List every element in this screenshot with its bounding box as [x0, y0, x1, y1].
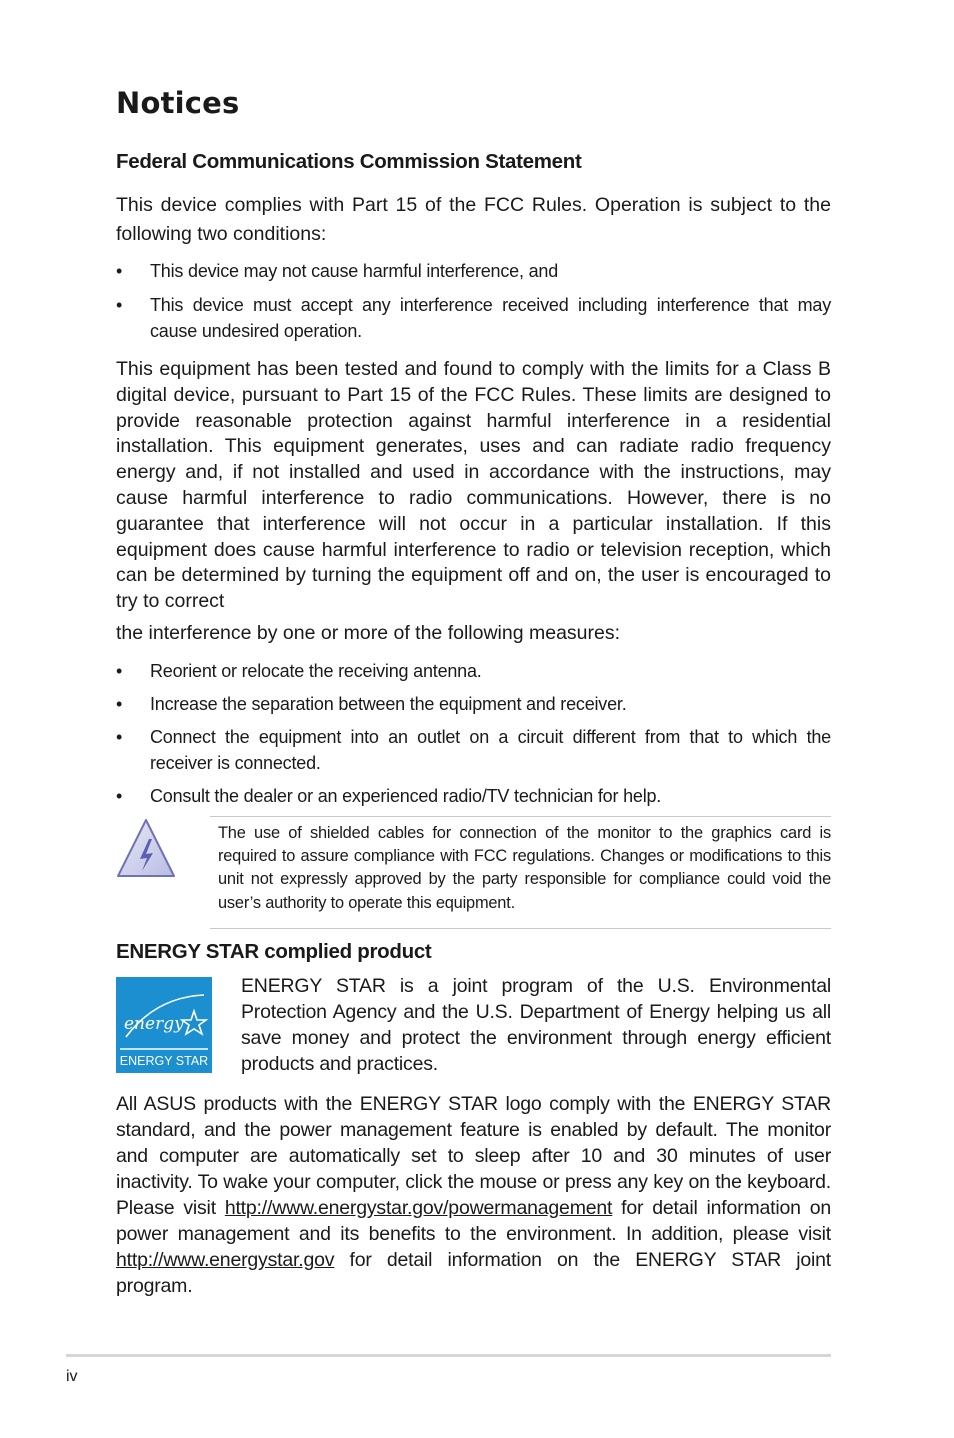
energystar-link[interactable]: http://www.energystar.gov [116, 1249, 335, 1271]
powermanagement-link[interactable]: http://www.energystar.gov/powermanagement [224, 1197, 613, 1219]
list-item: • Reorient or relocate the receiving antenna. [116, 661, 482, 681]
warning-note-box [210, 816, 831, 929]
footer-divider [66, 1354, 831, 1357]
energy-star-paragraph: All ASUS products with the ENERGY STAR logo comply with the ENERGY STAR standard, and the power management feature is enabled by default. The monitor and computer are automatically set to sleep after 10 and 30 minutes of user inactivity. To wake your computer, click the mouse or press any key on the keyboard. Please visit http://www.energystar.gov/powermanagement for detail information on power management and its benefits to the environment. In addition, please visit http://www.energystar.gov for detail information on the ENERGY STAR joint program. [116, 1093, 831, 1297]
logo-script-text: energy [124, 1014, 184, 1034]
logo-label-text: ENERGY STAR [119, 1054, 209, 1068]
list-item: • This device must accept any interference received including interference that may cause undesired operation. [116, 295, 831, 341]
page-title: Notices [116, 86, 240, 120]
fcc-paragraph-tail: the interference by one or more of the following measures: [116, 622, 621, 644]
energy-star-heading: ENERGY STAR complied product [116, 940, 432, 963]
page-number: iv [66, 1368, 78, 1385]
fcc-intro: This device complies with Part 15 of the FCC Rules. Operation is subject to the following two conditions: [116, 194, 831, 245]
list-item: • Connect the equipment into an outlet on a circuit different from that to which the receiver is connected. [116, 727, 831, 773]
fcc-heading: Federal Communications Commission Statement [116, 150, 582, 173]
list-item: • Consult the dealer or an experienced radio/TV technician for help. [116, 786, 662, 806]
list-item: • Increase the separation between the equipment and receiver. [116, 694, 627, 714]
fcc-conditions-list [116, 258, 831, 344]
warning-note-text: The use of shielded cables for connection of the monitor to the graphics card is required to assure compliance with FCC regulations. Changes or modifications to this unit not expressly approved by the party responsible for compliance could void the user’s authority to operate this equipment. [218, 824, 831, 912]
energy-star-intro: ENERGY STAR is a joint program of the U.S. Environmental Protection Agency and the U.S. Department of Energy helping us all save money and protect the environment through energy efficient products and practices. [241, 975, 831, 1075]
list-item: • This device may not cause harmful interference, and [116, 261, 559, 281]
fcc-paragraph: This equipment has been tested and found to comply with the limits for a Class B digital device, pursuant to Part 15 of the FCC Rules. These limits are designed to provide reasonable protection against harmful interference in a residential installation. This equipment generates, uses and can radiate radio frequency energy and, if not installed and used in accordance with the instructions, may cause harmful interference to radio communications. However, there is no guarantee that interference will not occur in a particular installation. If this equipment does cause harmful interference to radio or television reception, which can be determined by turning the equipment off and on, the user is encouraged to try to correct [116, 358, 831, 613]
energy-star-logo [116, 977, 212, 1073]
fcc-measures-list [116, 658, 831, 809]
warning-icon [116, 817, 176, 879]
